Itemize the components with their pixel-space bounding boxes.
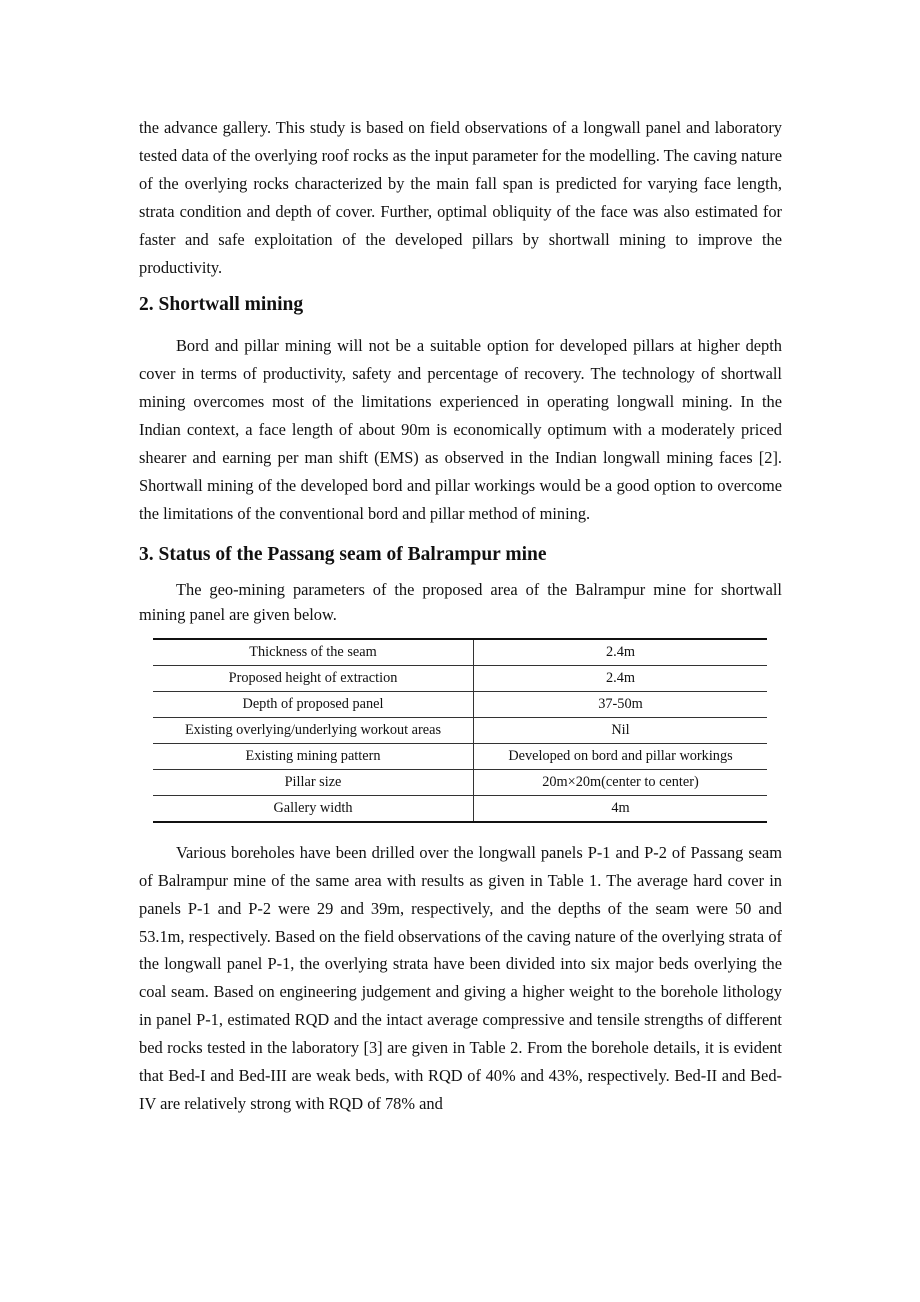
table-cell-parameter: Depth of proposed panel — [153, 691, 474, 717]
table-cell-value: 4m — [611, 799, 630, 816]
table-cell-value: 37-50m — [474, 691, 768, 717]
borehole-results-paragraph: Various boreholes have been drilled over the longwall panels P-1 and P-2 of Passang seam of Balrampur mine of the same area with results as given in Table 1. The average hard cover in panels P-1 and P-2 were 29 and 39m, respectively, and the depths of the seam were 50 and 53.1m, respectively. Based on the field observations of the caving nature of the overlying strata of the longwall panel P-1, the overlying strata have been divided into six major beds overlying the coal seam. Based on engineering judgement and giving a higher weight to the borehole lithology in panel P-1, estimated RQD and the intact average compressive and tensile strengths of different bed rocks tested in the laboratory [3] are given in Table 2. From the borehole details, it is evident that Bed-I and Bed-III are weak beds, with RQD of 40% and 43%, respectively. Bed-II and Bed-IV are relatively strong with RQD of 78% and — [139, 842, 782, 1113]
table-cell-parameter: Pillar size — [153, 769, 474, 795]
table-row — [153, 717, 767, 743]
table-cell-value: Developed on bord and pillar workings — [474, 743, 768, 769]
geo-mining-parameters-table — [153, 638, 767, 823]
table-cell-value: 2.4m — [474, 665, 768, 691]
geo-mining-intro-paragraph: The geo-mining parameters of the proposed area of the Balrampur mine for shortwall mining panel are given below. — [139, 579, 782, 624]
table-row — [153, 665, 767, 691]
table-cell-parameter: Thickness of the seam — [153, 639, 474, 666]
table-cell-value: 20m×20m(center to center) — [474, 769, 768, 795]
table-cell-parameter: Existing overlying/underlying workout areas — [153, 717, 474, 743]
intro-paragraph: the advance gallery. This study is based on field observations of a longwall panel and laboratory tested data of the overlying roof rocks as the input parameter for the modelling. The caving nature of the overlying rocks characterized by the main fall span is predicted for varying face length, strata condition and depth of cover. Further, optimal obliquity of the face was also estimated for faster and safe exploitation of the developed pillars by shortwall mining to improve the productivity. — [139, 118, 782, 277]
section-heading-shortwall-mining: 2. Shortwall mining — [139, 294, 304, 316]
table-cell-parameter: Gallery width — [153, 795, 474, 822]
table-cell-parameter: Existing mining pattern — [153, 743, 474, 769]
table-cell-value: Nil — [474, 717, 768, 743]
table-row — [153, 769, 767, 795]
table-row — [153, 795, 767, 822]
shortwall-mining-paragraph: Bord and pillar mining will not be a suitable option for developed pillars at higher depth cover in terms of productivity, safety and percentage of recovery. The technology of shortwall mining overcomes most of the limitations experienced in operating longwall mining. In the Indian context, a face length of about 90m is economically optimum with a moderately priced shearer and earning per man shift (EMS) as observed in the Indian longwall mining faces [2]. Shortwall mining of the developed bord and pillar workings would be a good option to overcome the limitations of the conventional bord and pillar method of mining. — [139, 336, 782, 523]
table-row — [153, 639, 767, 666]
table-row — [153, 691, 767, 717]
page-body — [139, 114, 782, 1118]
table-row — [153, 743, 767, 769]
section-heading-passang-seam-status: 3. Status of the Passang seam of Balrampur mine — [139, 543, 547, 565]
table-cell-value: 2.4m — [474, 639, 768, 666]
table-cell-parameter: Proposed height of extraction — [153, 665, 474, 691]
